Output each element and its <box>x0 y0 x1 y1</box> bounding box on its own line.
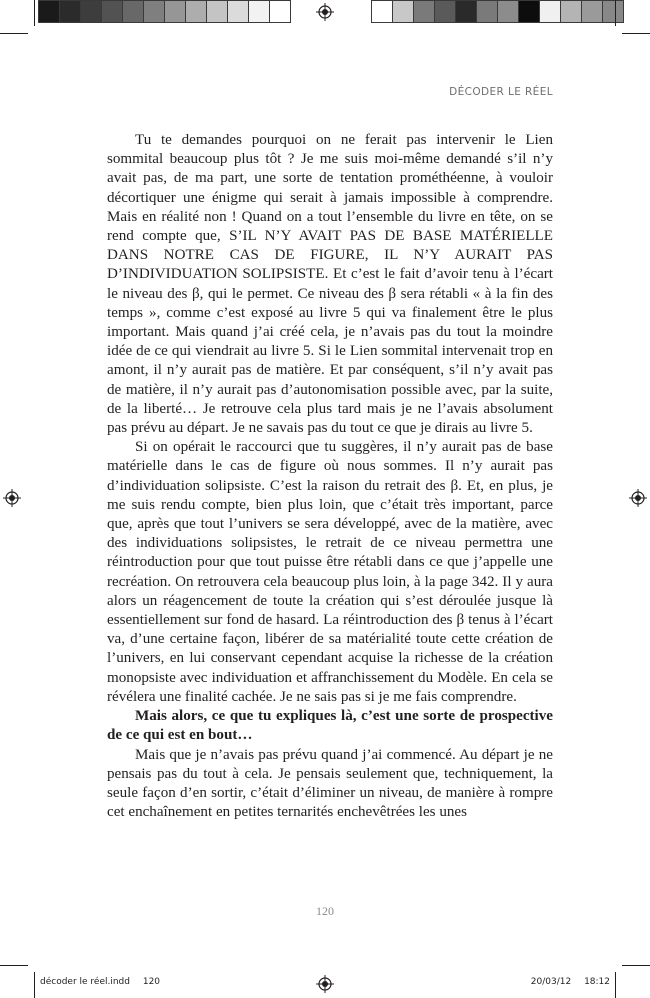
color-swatch <box>123 0 144 23</box>
color-calibration-bar-left <box>38 0 291 23</box>
crop-mark-bottom-left-h <box>0 965 28 966</box>
paragraph: Tu te demandes pourquoi on ne ferait pas intervenir le Lien sommital beaucoup plus tôt ? Je me suis moi-même demandé s’il n’y avait pas, de ma part, une sorte de tentation prométhéenne, à vouloir décortiquer une énigme qui serait à jamais impossible à comprendre. Mais en réalité non ! Quand on a tout l’ensemble du livre en tête, on se rend compte que, S’IL N’Y AVAIT PAS DE BASE MATÉRIELLE DANS NOTRE CAS DE FIGURE, IL N’Y AURAIT PAS D’INDIVIDUATION SOLIPSISTE. Et c’est le fait d’avoir tenu à l’écart le niveau des β, qui le permet. Ce niveau des β sera rétabli « à la fin des temps », comme c’est exposé au livre 5 qui va finalement être le plus important. Mais quand j’ai créé cela, je n’avais pas du tout la moindre idée de ce qui viendrait au livre 5. Si le Lien sommital intervenait trop en amont, il n’y aurait pas de matière. Et par conséquent, s’il n’y avait pas de matière, il n’y aurait pas d’autonomisation possible avec, par la suite, de la liberté… Je retrouve cela plus tard mais je ne l’avais absolument pas prévu au départ. Je ne savais pas du tout ce que je dirais au livre 5. <box>107 132 553 437</box>
running-head: DÉCODER LE RÉEL <box>449 86 553 98</box>
page-number: 120 <box>316 904 334 918</box>
registration-mark-left-icon <box>3 489 21 507</box>
crop-mark-top-right-v <box>615 0 616 26</box>
crop-mark-top-left-h <box>0 33 28 34</box>
registration-mark-bottom-icon <box>316 975 334 993</box>
slug-timestamp <box>531 977 610 987</box>
color-swatch <box>498 0 519 23</box>
slug-file-name: décoder le réel.indd <box>40 977 130 987</box>
color-swatch <box>228 0 249 23</box>
color-swatch <box>540 0 561 23</box>
color-swatch <box>165 0 186 23</box>
color-swatch <box>456 0 477 23</box>
color-swatch <box>249 0 270 23</box>
color-swatch <box>102 0 123 23</box>
crop-mark-top-left-v <box>34 0 35 26</box>
color-swatch <box>582 0 603 23</box>
color-swatch <box>603 0 624 23</box>
color-swatch <box>38 0 60 23</box>
color-swatch <box>477 0 498 23</box>
slug-time: 18:12 <box>584 977 610 987</box>
paragraph: Mais que je n’avais pas prévu quand j’ai commencé. Au départ je ne pensais pas du tout à cela. Je pensais seulement que, techniquement, la seule façon d’en sortir, c’était d’éliminer un niveau, de manière à rompre cet enchaînement en petites ternarités enchevêtrées les unes <box>107 746 553 821</box>
crop-mark-bottom-right-h <box>622 965 650 966</box>
color-swatch <box>561 0 582 23</box>
registration-mark-right-icon <box>629 489 647 507</box>
interviewer-question: Mais alors, ce que tu expliques là, c’est une sorte de prospective de ce qui est en bout… <box>107 708 553 744</box>
slug-page-number: 120 <box>142 977 161 987</box>
crop-mark-bottom-left-v <box>34 972 35 998</box>
color-swatch <box>60 0 81 23</box>
color-swatch <box>414 0 435 23</box>
color-swatch <box>186 0 207 23</box>
color-swatch <box>371 0 393 23</box>
crop-mark-bottom-right-v <box>615 972 616 998</box>
crop-mark-top-right-h <box>622 33 650 34</box>
registration-mark-top-icon <box>316 3 334 21</box>
paragraph: Si on opérait le raccourci que tu suggères, il n’y aurait pas de base matérielle dans le cas de figure où nous sommes. Il n’y aurait pas d’individuation solipsiste. C’est la raison du retrait des β. Et, en plus, je me suis rendu compte, bien plus loin, que c’était très important, parce que, après que tout l’univers se sera développé, avec de la matière, avec des individuations solipsistes, le retrait de ce niveau permettra une réintroduction pour que tout puisse être rétabli dans ce que j’appelle une recréation. On retrouvera cela beaucoup plus loin, à la page 342. Il y aura alors un réagencement de toute la création qui s’est déroulée jusque là essentiellement sur fond de hasard. La réintroduction des β tenus à l’écart va, d’une certaine façon, libérer de sa matérialité toute cette création de l’univers, en lui conservant cependant acquise la richesse de la création monopsiste avec individuation et affranchissement du Modèle. En cela se révélera une finalité cachée. Je ne sais pas si je me fais comprendre. <box>107 439 553 705</box>
body-text <box>107 131 553 822</box>
slug-file-info <box>40 977 160 987</box>
color-swatch <box>207 0 228 23</box>
color-swatch <box>144 0 165 23</box>
color-swatch <box>435 0 456 23</box>
color-calibration-bar-right <box>371 0 624 23</box>
slug-date: 20/03/12 <box>530 977 572 987</box>
color-swatch <box>270 0 291 23</box>
color-swatch <box>393 0 414 23</box>
color-swatch <box>519 0 540 23</box>
color-swatch <box>81 0 102 23</box>
